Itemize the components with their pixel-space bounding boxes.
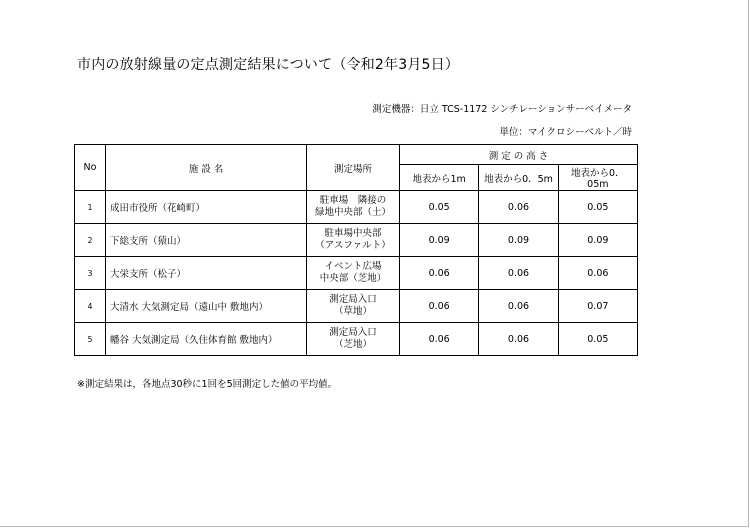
row-value-05m: 0.09: [479, 224, 558, 257]
row-no: 4: [75, 290, 106, 323]
row-location-line2: （草地）: [333, 306, 372, 317]
header-location: 測定場所: [307, 145, 400, 191]
instrument-info: 測定機器：日立 TCS-1172 シンチレーションサーベイメータ: [372, 104, 632, 115]
row-value-005m: 0.06: [558, 257, 637, 290]
row-location: [307, 290, 400, 323]
measurement-note: ※測定結果は，各地点30秒に1回を5回測定した値の平均値。: [77, 379, 338, 390]
header-no: No: [75, 145, 106, 191]
row-no: 5: [75, 323, 106, 356]
row-location-line1: 駐車場 隣接の: [319, 195, 387, 206]
row-location-line1: 測定局入口: [329, 327, 377, 338]
row-value-1m: 0.06: [400, 290, 479, 323]
header-height-05m: 地表から0．5m: [479, 165, 558, 191]
row-location-line1: 駐車場中央部: [324, 228, 382, 239]
table-row: [75, 323, 638, 356]
row-value-005m: 0.05: [558, 323, 637, 356]
row-value-05m: 0.06: [479, 257, 558, 290]
table-row: [75, 224, 638, 257]
row-value-05m: 0.06: [479, 323, 558, 356]
row-value-05m: 0.06: [479, 191, 558, 224]
table-row: [75, 257, 638, 290]
row-facility: 下総支所（猿山）: [106, 224, 307, 257]
row-value-1m: 0.05: [400, 191, 479, 224]
row-value-1m: 0.06: [400, 323, 479, 356]
row-facility: 大清水 大気測定局（遠山中 敷地内）: [106, 290, 307, 323]
row-facility: 大栄支所（松子）: [106, 257, 307, 290]
table-row: [75, 290, 638, 323]
row-value-005m: 0.07: [558, 290, 637, 323]
row-location-line2: 緑地中央部（土）: [314, 207, 391, 218]
header-height-005m: 地表から0．05m: [558, 165, 637, 191]
header-facility: 施 設 名: [106, 145, 307, 191]
row-location: [307, 257, 400, 290]
unit-info: 単位：マイクロシーベルト／時: [499, 127, 632, 138]
row-facility: 成田市役所（花崎町）: [106, 191, 307, 224]
row-no: 2: [75, 224, 106, 257]
row-location: [307, 191, 400, 224]
results-table: [74, 144, 638, 356]
table-row: [75, 191, 638, 224]
row-facility: 幡谷 大気測定局（久住体育館 敷地内）: [106, 323, 307, 356]
row-location-line2: （芝地）: [333, 339, 372, 350]
table-header-row: [75, 145, 638, 165]
header-height-1m: 地表から1m: [400, 165, 479, 191]
row-value-005m: 0.05: [558, 191, 637, 224]
row-location: [307, 224, 400, 257]
row-location-line2: 中央部（芝地）: [319, 273, 387, 284]
row-value-005m: 0.09: [558, 224, 637, 257]
row-no: 1: [75, 191, 106, 224]
document-title: 市内の放射線量の定点測定結果について（令和2年3月5日）: [77, 57, 460, 73]
header-height-group: 測 定 の 高 さ: [400, 145, 638, 165]
row-value-1m: 0.09: [400, 224, 479, 257]
row-no: 3: [75, 257, 106, 290]
row-location: [307, 323, 400, 356]
row-location-line2: （アスファルト）: [315, 240, 391, 251]
row-value-05m: 0.06: [479, 290, 558, 323]
row-location-line1: イベント広場: [324, 261, 382, 272]
row-value-1m: 0.06: [400, 257, 479, 290]
row-location-line1: 測定局入口: [329, 294, 377, 305]
